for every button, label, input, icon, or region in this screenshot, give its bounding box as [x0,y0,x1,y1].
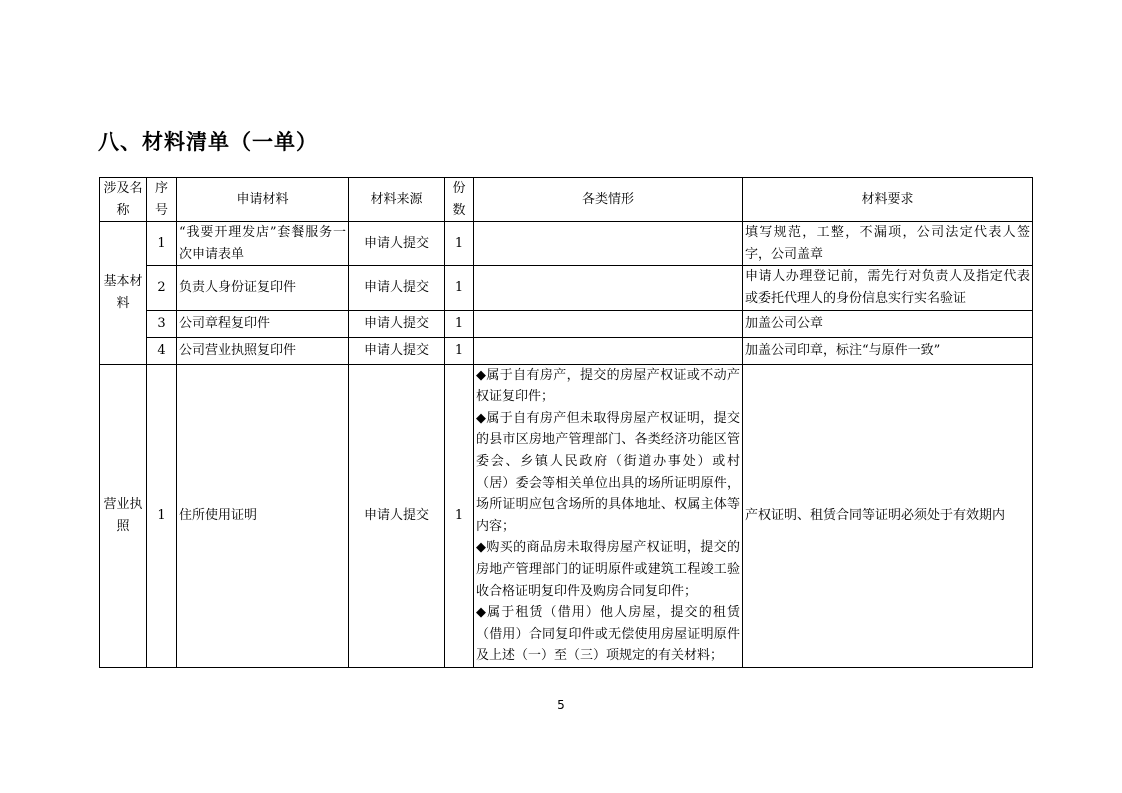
situations-cell [474,364,743,667]
requirement-cell: 申请人办理登记前，需先行对负责人及指定代表或委托代理人的身份信息实行实名验证 [743,266,1033,310]
header-material: 申请材料 [177,178,349,222]
source-cell: 申请人提交 [349,337,445,364]
copies-cell: 1 [445,222,474,266]
situations-cell [474,222,743,266]
situation-item: ◆属于自有房产但未取得房屋产权证明，提交的县市区房地产管理部门、各类经济功能区管委会、乡镇人民政府（街道办事处）或村（居）委会等相关单位出具的场所证明原件，场所证明应包含场所的具体地址、权属主体等内容； [476,410,740,534]
table-row [100,266,1033,310]
copies-cell: 1 [445,337,474,364]
requirement-cell: 填写规范，工整，不漏项，公司法定代表人签字，公司盖章 [743,222,1033,266]
header-requirements: 材料要求 [743,178,1033,222]
copies-cell: 1 [445,364,474,667]
table-header-row [100,178,1033,222]
copies-cell: 1 [445,310,474,337]
source-cell: 申请人提交 [349,266,445,310]
requirement-cell: 产权证明、租赁合同等证明必须处于有效期内 [743,364,1033,667]
seq-cell: 1 [147,364,177,667]
seq-cell: 1 [147,222,177,266]
source-cell: 申请人提交 [349,364,445,667]
category-cell: 营业执照 [100,364,147,667]
table-row [100,310,1033,337]
table-row [100,222,1033,266]
situations-cell [474,310,743,337]
source-cell: 申请人提交 [349,222,445,266]
header-category: 涉及名称 [100,178,147,222]
page-number: 5 [557,698,565,712]
header-source: 材料来源 [349,178,445,222]
situations-cell [474,337,743,364]
category-cell: 基本材料 [100,222,147,364]
requirement-cell: 加盖公司公章 [743,310,1033,337]
material-cell: “我要开理发店”套餐服务一次申请表单 [177,222,349,266]
materials-table [99,177,1033,668]
situation-item: ◆购买的商品房未取得房屋产权证明，提交的房地产管理部门的证明原件或建筑工程竣工验收合格证明复印件及购房合同复印件； [476,540,740,599]
material-cell: 住所使用证明 [177,364,349,667]
situation-item: ◆属于租赁（借用）他人房屋，提交的租赁（借用）合同复印件或无偿使用房屋证明原件及上述（一）至（三）项规定的有关材料； [476,605,740,664]
material-cell: 公司营业执照复印件 [177,337,349,364]
situations-cell [474,266,743,310]
seq-cell: 3 [147,310,177,337]
material-cell: 公司章程复印件 [177,310,349,337]
table-row [100,337,1033,364]
page-title: 八、材料清单（一单） [98,130,318,154]
situation-item: ◆属于自有房产，提交的房屋产权证或不动产权证复印件； [476,367,740,405]
seq-cell: 2 [147,266,177,310]
header-copies: 份数 [445,178,474,222]
header-situations: 各类情形 [474,178,743,222]
requirement-cell: 加盖公司印章，标注“与原件一致” [743,337,1033,364]
source-cell: 申请人提交 [349,310,445,337]
table-row [100,364,1033,667]
header-seq: 序号 [147,178,177,222]
seq-cell: 4 [147,337,177,364]
material-cell: 负责人身份证复印件 [177,266,349,310]
copies-cell: 1 [445,266,474,310]
